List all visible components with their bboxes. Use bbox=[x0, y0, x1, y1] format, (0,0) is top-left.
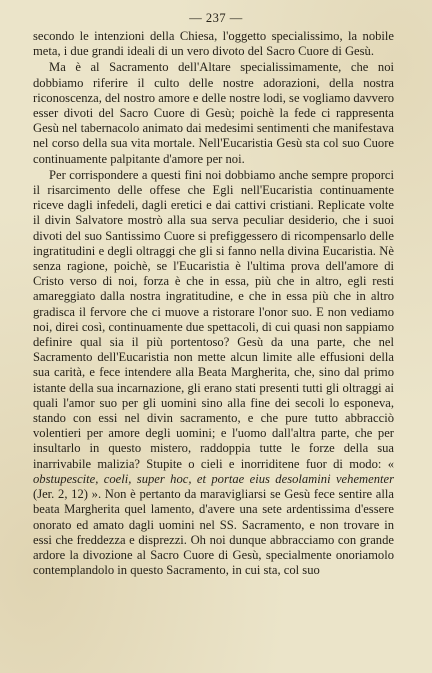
page-number: — 237 — bbox=[189, 11, 243, 25]
paragraph-text: Per corrispondere a questi fini noi dobbiamo anche sempre proporci il risarcimento delle offese che Egli nell'Eucaristia continuamente riceve dagli infedeli, dagli eretici e dai cattivi cristiani. Replicate volte il divin Salvatore mostrò alla sua serva peculiar desiderio, che i suoi divoti del suo Santissimo Cuore si prefiggessero di ricompensarlo delle ingratitudini e degli oltraggi che gli si fanno nella divina Eucaristia. Nè senza ragione, poichè, se l'Eucaristia è l'ultima prova dell'amore di Cristo verso di noi, forza è che in essa, più che in altro, egli resti amareggiato dalla nostra ingratitudine, e che in essa più che in altro gradisca il fervore che ci muove a ristorare l'onor suo. E non vediamo noi, direi così, continuamente due spettacoli, di cui quasi non sappiamo definire qual sia il più portentoso? Gesù da una parte, che nel Sacramento dell'Eucaristia non mette alcun limite alle effusioni della sua carità, e fece intendere alla Beata Margherita, che, sino dal primo istante della sua incarnazione, gli erano stati presenti tutti gli oltraggi ai quali l'amor suo per gli uomini sino alla fine dei secoli lo esponeva, stando con essi nel divin sacramento, e che pure tutto abbracciò volentieri per amore degli uomini; e l'uomo dall'altra parte, che per insultarlo in questo mistero, raddoppia tutte le forze della sua inarrivabile malizia? Stupite o cieli e inorriditene fuor di modo: « bbox=[33, 167, 394, 471]
paragraph-text: secondo le intenzioni della Chiesa, l'oggetto specialissimo, la nobile meta, i due grandi ideali di un vero divoto del Sacro Cuore di Gesù. bbox=[33, 29, 394, 59]
latin-quotation: obstupescite, coeli, super hoc, et portae eius desolamini vehementer bbox=[33, 471, 394, 486]
paragraph bbox=[33, 168, 394, 578]
paragraph bbox=[33, 60, 394, 166]
paragraph-text: (Jer. 2, 12) ». Non è pertanto da maravigliarsi se Gesù fece sentire alla beata Margherita quel lamento, d'avere una sete ardentissima d'essere onorato ed amato dagli uomini nel SS. Sacramento, e non trovare in essi che freddezza e disprezzi. Oh noi dunque abbracciamo con grande ardore la divozione al Sacro Cuore di Gesù, specialmente onoriamolo contemplandolo in questo Sacramento, in cui sta, col suo bbox=[33, 487, 394, 578]
body-text bbox=[33, 29, 394, 578]
paragraph bbox=[33, 29, 394, 59]
paragraph-text: Ma è al Sacramento dell'Altare specialissimamente, che noi dobbiamo riferire il culto delle nostre adorazioni, della nostra riconoscenza, del nostro amore e delle nostre lodi, se vogliamo davvero esser divoti del Sacro Cuore di Gesù; poichè la fede ci rappresenta Gesù nel tabernacolo animato dai medesimi sentimenti che manifestava nel corso della sua vita mortale. Nell'Eucaristia Gesù sta col suo Cuore continuamente palpitante d'amore per noi. bbox=[33, 60, 394, 166]
